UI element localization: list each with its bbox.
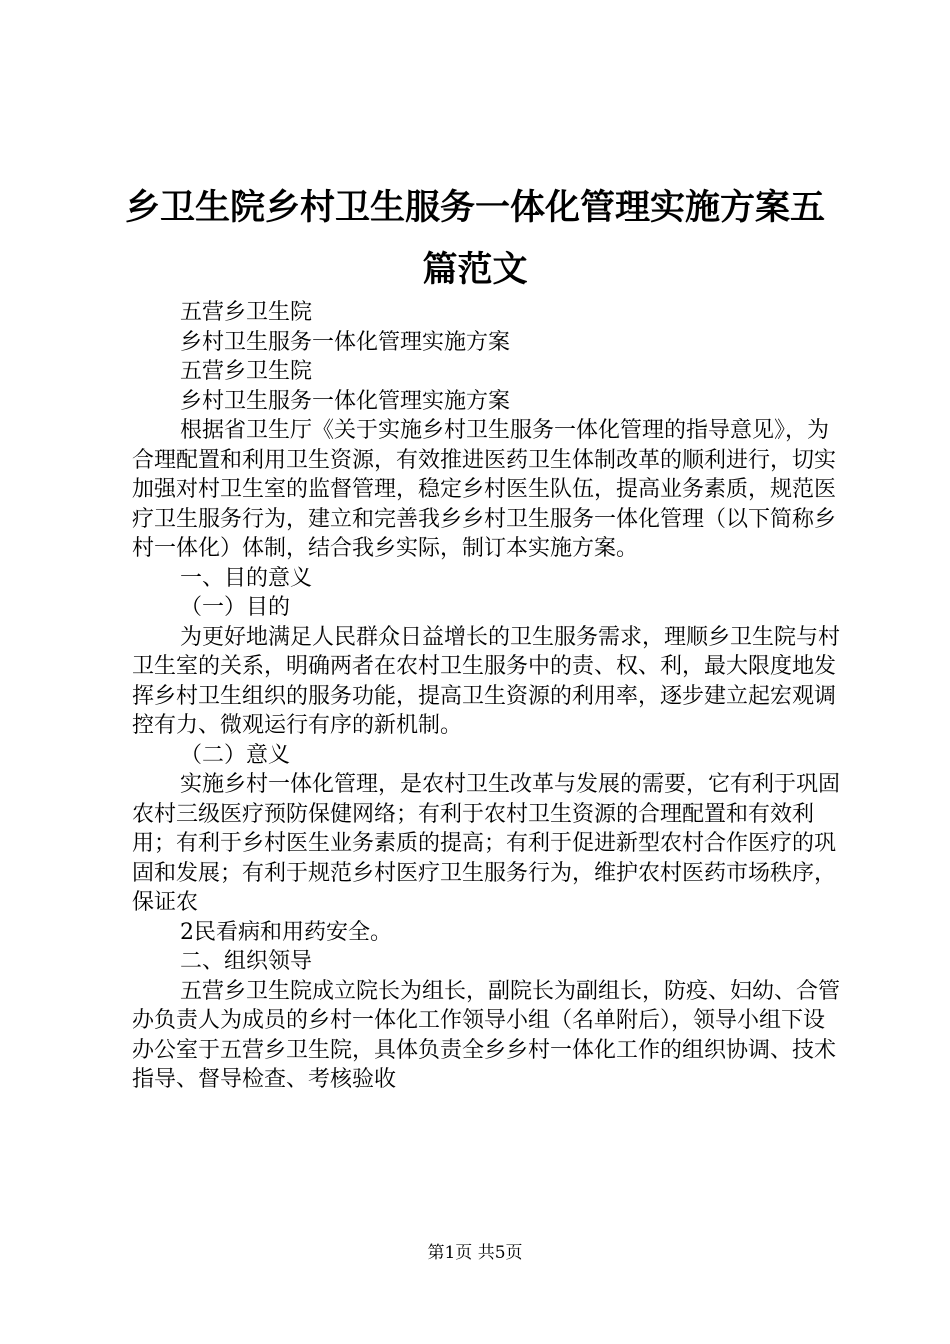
paragraph: 根据省卫生厅《关于实施乡村卫生服务一体化管理的指导意见》，为合理配置和利用卫生资源，有效推进医药卫生体制改革的顺利进行，切实加强对村卫生室的监督管理，稳定乡村医生队伍，提高业务素质，规范医疗卫生服务行为，建立和完善我乡乡村卫生服务一体化管理（以下简称乡村一体化）体制，结合我乡实际，制订本实施方案。 [132, 418, 837, 561]
paragraph: 乡村卫生服务一体化管理实施方案 [180, 329, 511, 355]
document-body [132, 298, 844, 1095]
section-heading: 一、目的意义 [180, 565, 313, 591]
document-title-line-2: 篇范文 [422, 250, 528, 290]
page-footer: 第1页 共5页 [427, 1243, 523, 1263]
paragraph: 五营乡卫生院 [180, 359, 313, 384]
paragraph: 为更好地满足人民群众日益增长的卫生服务需求，理顺乡卫生院与村卫生室的关系，明确两者在农村卫生服务中的责、权、利，最大限度地发挥乡村卫生组织的服务功能，提高卫生资源的利用率，逐步建立起宏观调控有力、微观运行有序的新机制。 [132, 624, 841, 738]
document-title-line-1: 乡卫生院乡村卫生服务一体化管理实施方案五 [124, 188, 825, 228]
subsection-heading: （一）目的 [180, 595, 291, 620]
paragraph: 2民看病和用药安全。 [180, 919, 392, 945]
paragraph: 五营乡卫生院成立院长为组长，副院长为副组长，防疫、妇幼、合管办负责人为成员的乡村一体化工作领导小组（名单附后），领导小组下设办公室于五营乡卫生院，具体负责全乡乡村一体化工作的组织协调、技术指导、督导检查、考核验收 [132, 978, 841, 1092]
paragraph: 五营乡卫生院 [180, 300, 313, 325]
paragraph: 乡村卫生服务一体化管理实施方案 [180, 388, 511, 414]
subsection-heading: （二）意义 [180, 742, 291, 768]
paragraph: 实施乡村一体化管理，是农村卫生改革与发展的需要，它有利于巩固农村三级医疗预防保健网络；有利于农村卫生资源的合理配置和有效利用；有利于乡村医生业务素质的提高；有利于促进新型农村合作医疗的巩固和发展；有利于规范乡村医疗卫生服务行为，维护农村医药市场秩序，保证农 [132, 772, 841, 915]
section-heading: 二、组织领导 [180, 949, 313, 974]
